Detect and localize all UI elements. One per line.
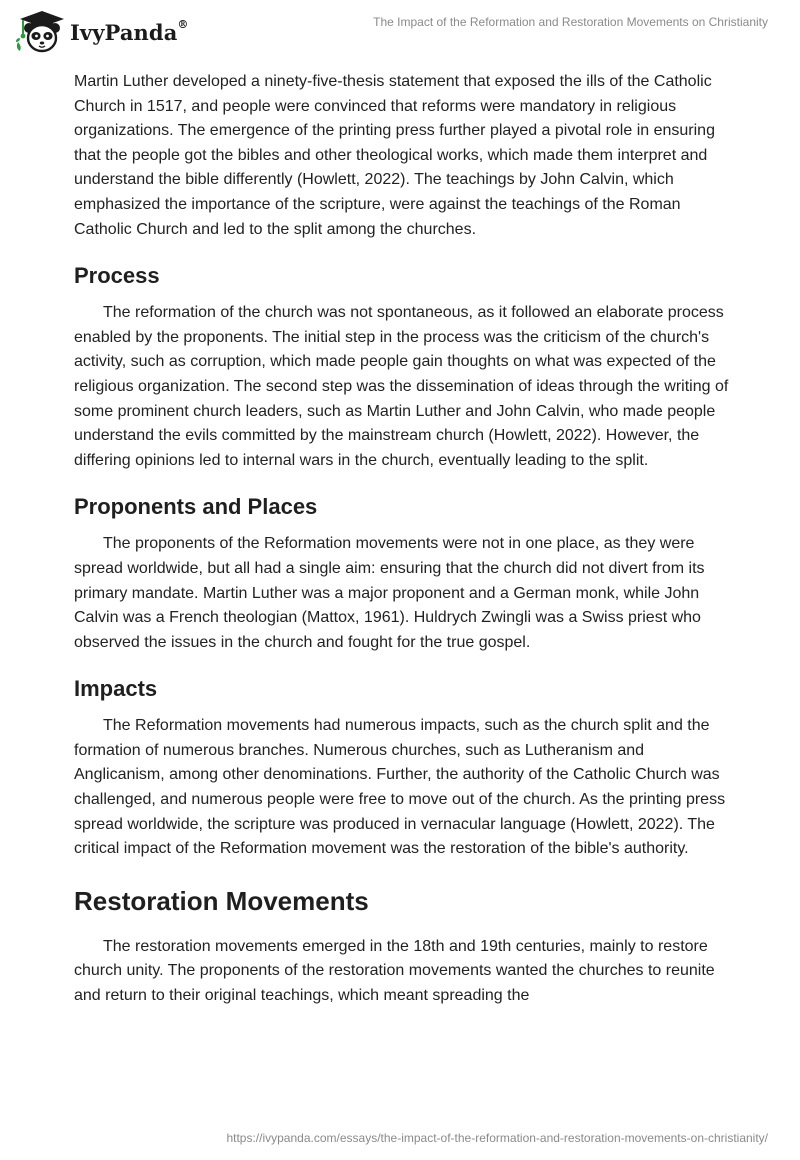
- section-heading-process: Process: [74, 263, 160, 289]
- essay-content: [74, 70, 734, 1009]
- source-url-link[interactable]: https://ivypanda.com/essays/the-impact-of-the-reformation-and-restoration-movements-on-christianity/: [226, 1131, 768, 1145]
- section-paragraph-restoration-movements: The restoration movements emerged in the 18th and 19th centuries, mainly to restore church unity. The proponents of the restoration movements wanted the churches to reunite and return to their original teachings, which meant spreading the: [74, 937, 715, 1005]
- section-heading-impacts: Impacts: [74, 676, 158, 702]
- section-paragraph-proponents-and-places: The proponents of the Reformation movements were not in one place, as they were spread worldwide, but all had a single aim: ensuring that the church did not divert from its primary mandate. Martin Luther was a major proponent and a German monk, while John Calvin was a French theologian (Mattox, 1961). Huldrych Zwingli was a Swiss priest who observed the issues in the church and fought for the true gospel.: [74, 535, 705, 651]
- running-title: The Impact of the Reformation and Restoration Movements on Christianity: [373, 15, 768, 29]
- section-paragraph-impacts: The Reformation movements had numerous impacts, such as the church split and the formation of numerous branches. Numerous churches, such as Lutheranism and Anglicanism, among other denominations. Further, the authority of the Catholic Church was challenged, and numerous people were free to move out of the church. As the printing press spread worldwide, the scripture was produced in vernacular language (Howlett, 2022). The critical impact of the Reformation movement was the restoration of the bible's authority.: [74, 717, 726, 858]
- ivypanda-logo[interactable]: [14, 8, 189, 54]
- registered-mark: ®: [177, 17, 189, 31]
- brand-name: IvyPanda®: [70, 17, 189, 45]
- section-heading-proponents-and-places: Proponents and Places: [74, 494, 318, 520]
- intro-paragraph: Martin Luther developed a ninety-five-thesis statement that exposed the ills of the Catholic Church in 1517, and people were convinced that reforms were mandatory in religious organizations. The emergence of the printing press further played a pivotal role in ensuring that the people got the bibles and other theological works, which made them interpret and understand the bible differently (Howlett, 2022). The teachings by John Calvin, which emphasized the importance of the scripture, were against the teachings of the Roman Catholic Church and led to the split among the churches.: [74, 73, 715, 238]
- section-heading-restoration-movements: Restoration Movements: [74, 885, 369, 916]
- page-header: [0, 0, 800, 62]
- panda-graduate-icon: [14, 8, 64, 54]
- section-paragraph-process: The reformation of the church was not spontaneous, as it followed an elaborate process enabled by the proponents. The initial step in the process was the criticism of the church's activity, such as corruption, which made people gain thoughts on what was expected of the religious organization. The second step was the dissemination of ideas through the writing of some prominent church leaders, such as Martin Luther and John Calvin, who made people understand the evils committed by the mainstream church (Howlett, 2022). However, the differing opinions led to internal wars in the church, eventually leading to the split.: [74, 304, 729, 469]
